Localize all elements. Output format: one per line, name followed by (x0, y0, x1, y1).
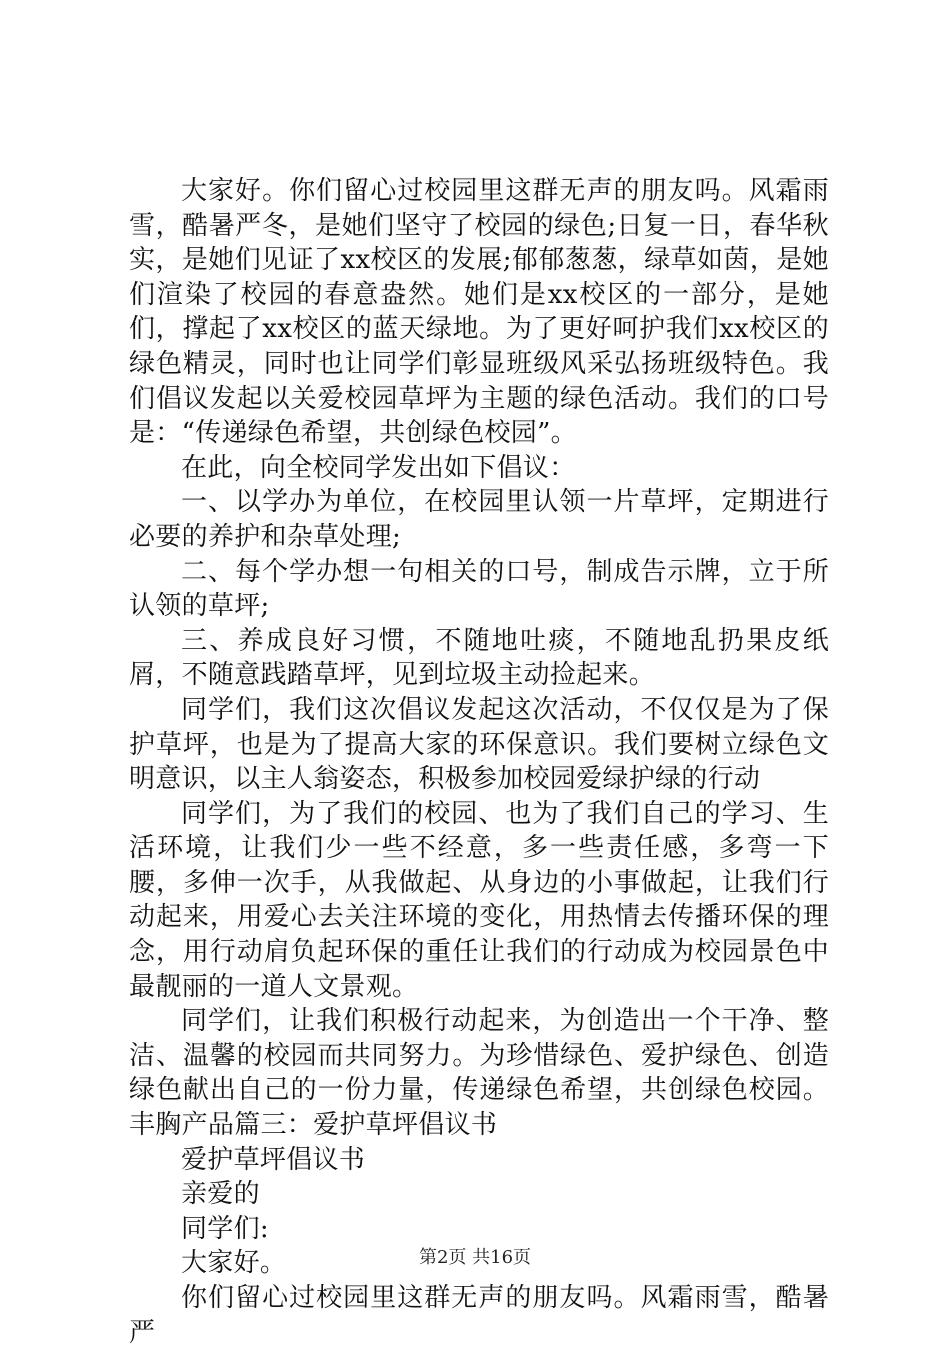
paragraph-intro: 大家好。你们留心过校园里这群无声的朋友吗。风霜雨雪，酷暑严冬，是她们坚守了校园的绿色;日复一日，春华秋实，是她们见证了xx校区的发展;郁郁葱葱，绿草如茵，是她们渲染了校园的春意盎然。她们是xx校区的一部分，是她们，撑起了xx校区的蓝天绿地。为了更好呵护我们xx校区的绿色精灵，同时也让同学们彰显班级风采弘扬班级特色。我们倡议发起以关爱校园草坪为主题的绿色活动。我们的口号是：“传递绿色希望，共创绿色校园”。 (129, 176, 829, 449)
paragraph-proposal-lead: 在此，向全校同学发出如下倡议： (181, 452, 576, 483)
paragraph-action: 同学们，为了我们的校园、也为了我们自己的学习、生活环境，让我们少一些不经意，多一些责任感，多弯一下腰，多伸一次手，从我做起、从身边的小事做起，让我们行动起来，用爱心去关注环境的变化，用热情去传播环保的理念，用行动肩负起环保的重任让我们的行动成为校园景色中最靓丽的一道人文景观。 (129, 798, 829, 1002)
document-body (129, 174, 829, 1350)
page-number-footer: 第2页 共16页 (418, 1247, 532, 1268)
paragraph-greeting: 大家好。 (181, 1248, 287, 1279)
paragraph-closing: 同学们，让我们积极行动起来，为创造出一个干净、整洁、温馨的校园而共同努力。为珍惜绿色、爱护绿色、创造绿色献出自己的一份力量，传递绿色希望，共创绿色校园。丰胸产品篇三：爱护草坪倡议书 (129, 1006, 829, 1141)
paragraph-salutation-2: 同学们: (181, 1213, 269, 1244)
paragraph-awareness: 同学们，我们这次倡议发起这次活动，不仅仅是为了保护草坪，也是为了提高大家的环保意识。我们要树立绿色文明意识，以主人翁姿态，积极参加校园爱绿护绿的行动 (129, 694, 829, 795)
paragraph-continuation: 你们留心过校园里这群无声的朋友吗。风霜雨雪，酷暑严 (129, 1283, 829, 1348)
paragraph-title: 爱护草坪倡议书 (181, 1144, 366, 1175)
paragraph-salutation: 亲爱的 (181, 1179, 260, 1210)
paragraph-item-1: 一、以学办为单位，在校园里认领一片草坪，定期进行必要的养护和杂草处理; (129, 487, 829, 552)
paragraph-item-2: 二、每个学办想一句相关的口号，制成告示牌，立于所认领的草坪; (129, 556, 829, 622)
paragraph-item-3: 三、养成良好习惯，不随地吐痰，不随地乱扔果皮纸屑，不随意践踏草坪，见到垃圾主动捡起来。 (129, 625, 829, 691)
